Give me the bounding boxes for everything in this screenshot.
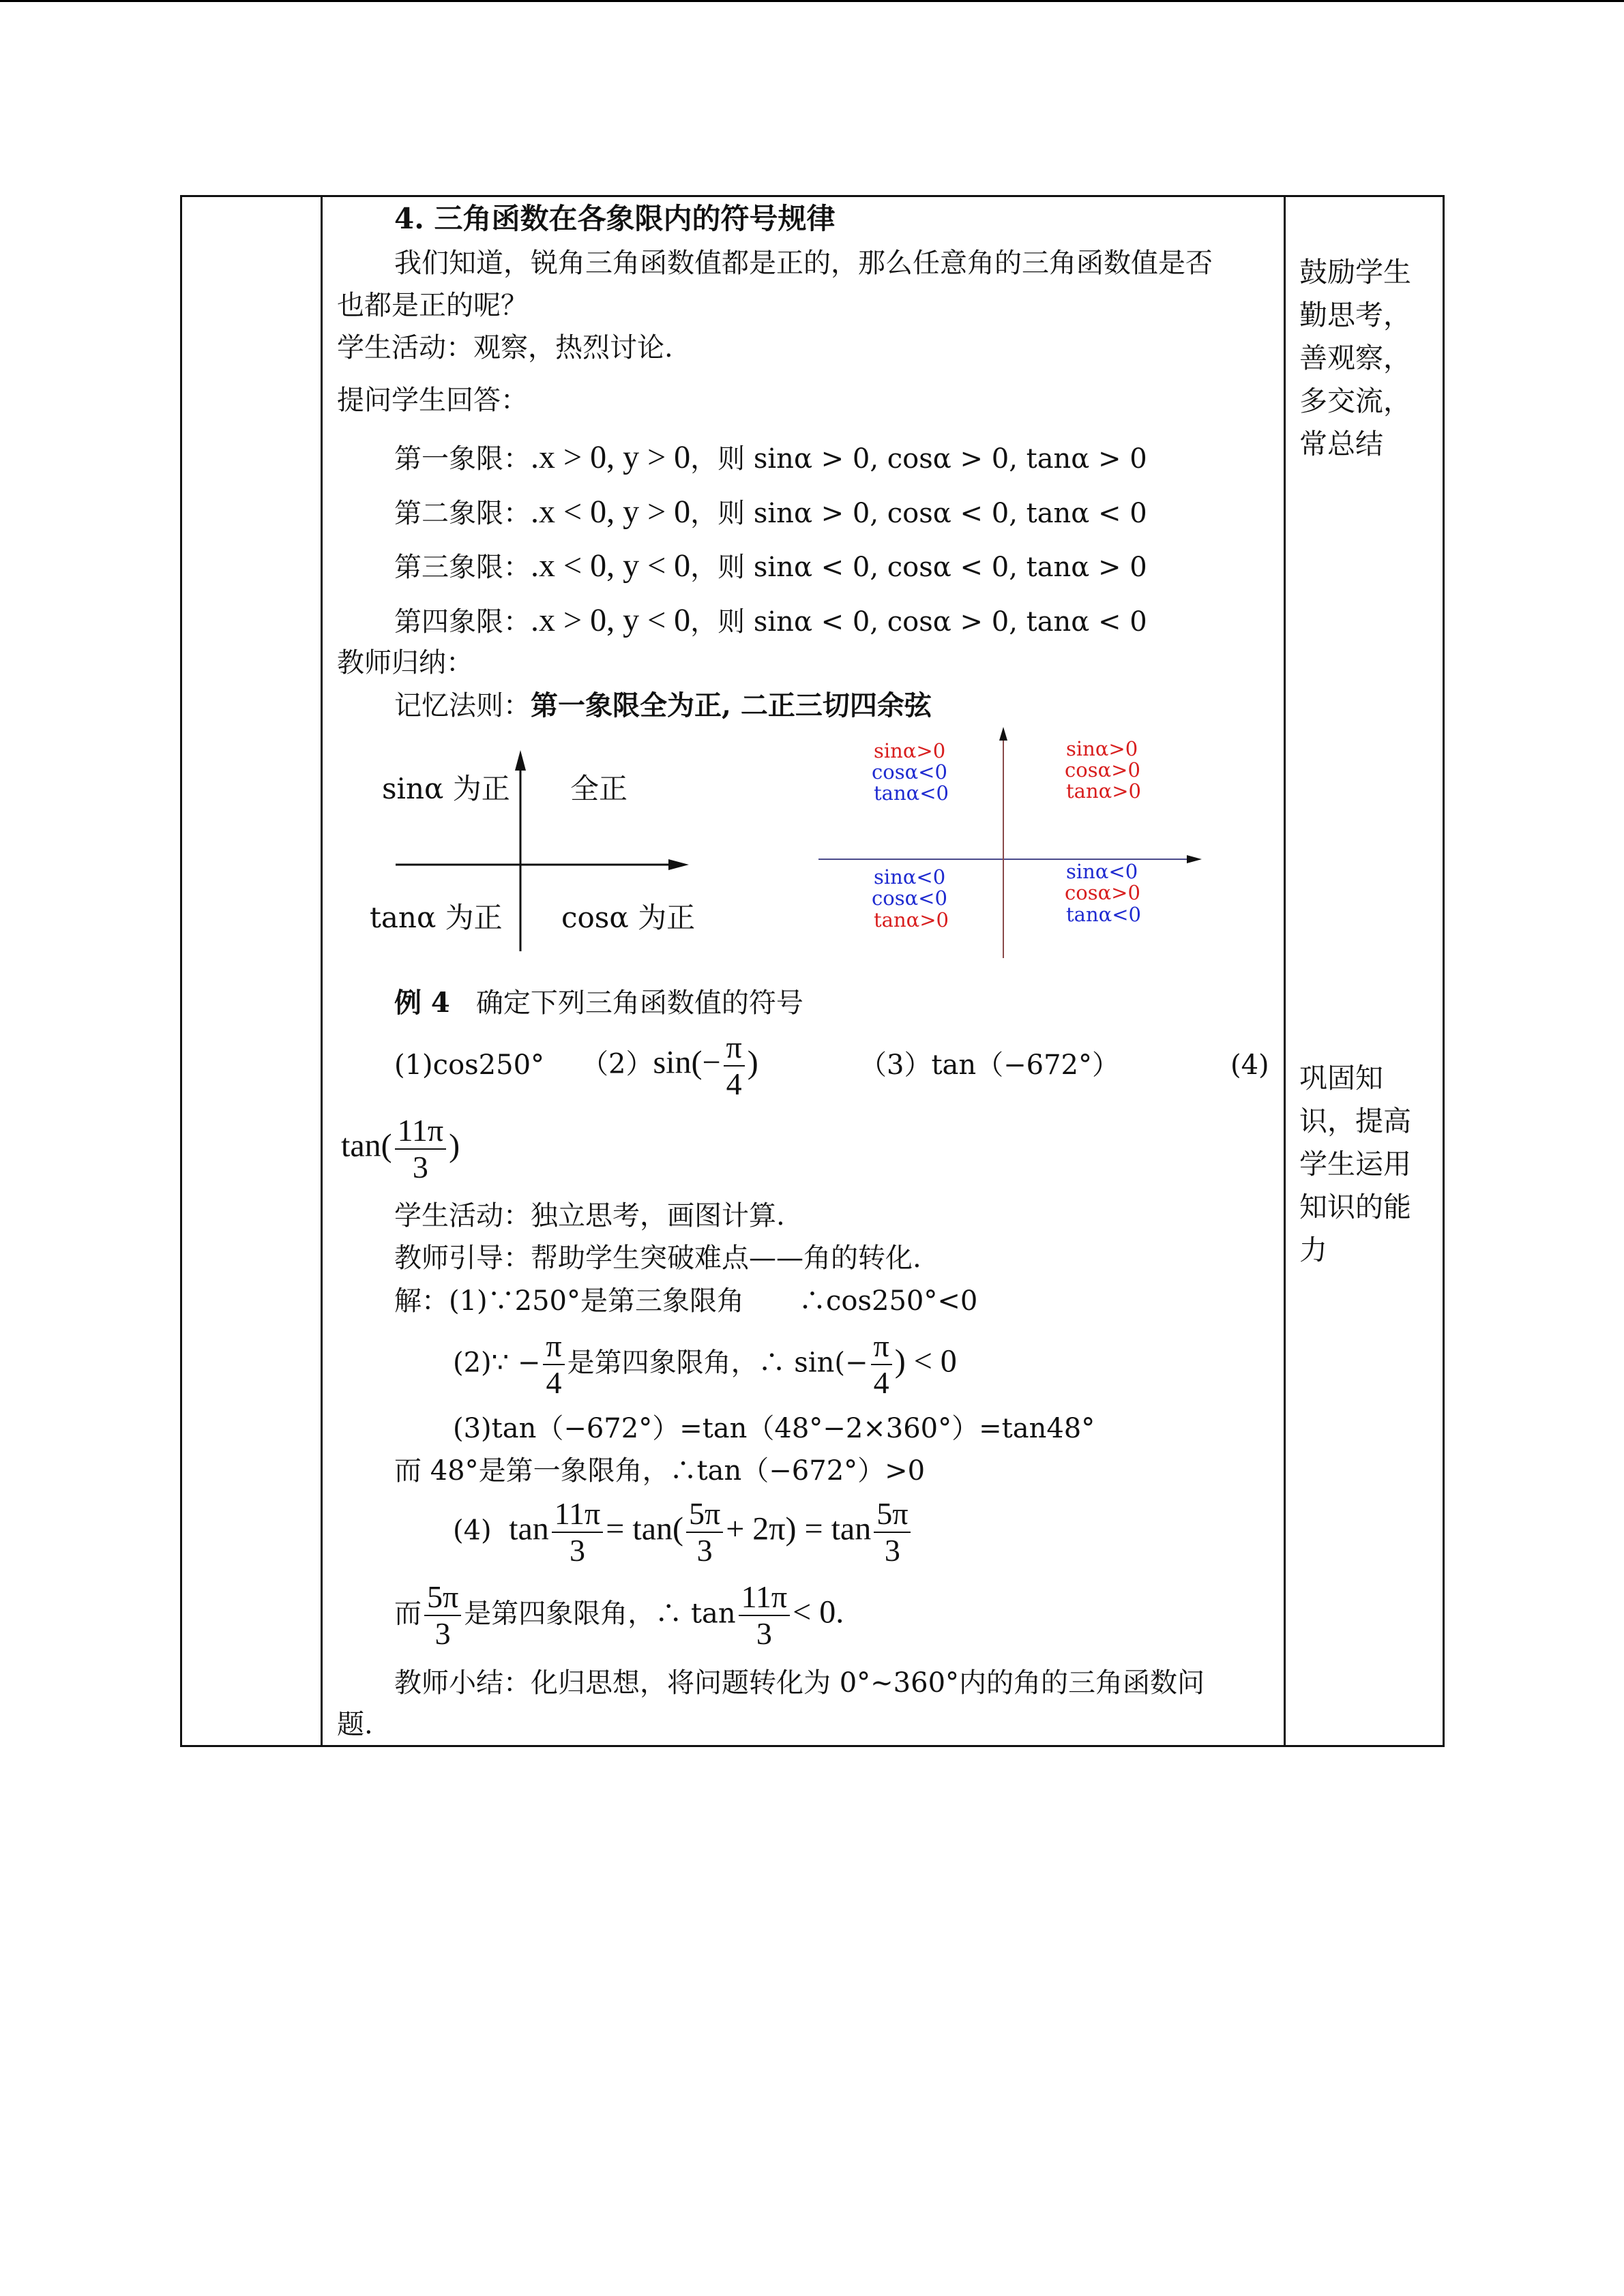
- sign-chart-y-arrow-icon: [999, 727, 1007, 741]
- sidebar-line: 常总结: [1299, 428, 1383, 460]
- example-item-4-label: (4): [1230, 1049, 1269, 1081]
- solution-text: ) < 0: [894, 1343, 957, 1380]
- solution-3-conclusion: 而 48°是第一象限角，∴tan（−672°）>0: [394, 1455, 926, 1487]
- fraction-pi-over-4: [871, 1330, 892, 1400]
- quadrant-then: ，则: [690, 443, 745, 475]
- teacher-conclusion-cont: 题.: [337, 1709, 373, 1740]
- student-activity-observe: 学生活动：观察，热烈讨论.: [337, 332, 673, 363]
- frac-den: 3: [884, 1533, 900, 1568]
- q1-cos-sign: cosα>0: [1065, 758, 1140, 781]
- frac-num: 11π: [739, 1581, 791, 1616]
- solution-text: 是第四象限角，∴ tan: [464, 1598, 736, 1630]
- quadrant-then: ，则: [690, 498, 745, 529]
- solution-text: < 0.: [793, 1594, 844, 1630]
- diagram-q2-label: sinα 为正: [382, 772, 510, 805]
- example-item-2: [581, 1031, 758, 1101]
- fraction-pi-over-4: [724, 1031, 745, 1101]
- fraction-11pi-over-3: [552, 1497, 604, 1568]
- fraction-5pi-over-3: [686, 1497, 723, 1568]
- frac-num: π: [724, 1031, 745, 1067]
- frac-den: 3: [412, 1150, 428, 1185]
- solution-text: 而: [394, 1598, 422, 1630]
- sidebar-line: 巩固知: [1299, 1062, 1383, 1094]
- math-text: + 2π) = tan: [726, 1510, 872, 1547]
- quadrant-label: 第四象限：: [394, 606, 531, 638]
- sidebar-note-consolidate: [1299, 1057, 1411, 1272]
- sidebar-note-encourage: [1299, 251, 1411, 466]
- quadrant-then: ，则: [690, 606, 745, 638]
- fraction-pi-over-4: [543, 1330, 564, 1400]
- quadrant-then: ，则: [690, 552, 745, 583]
- solution-text: 是第四象限角，∴ sin(−: [567, 1347, 868, 1379]
- frac-num: 5π: [686, 1497, 723, 1533]
- q2-sin-sign: sinα>0: [874, 739, 946, 762]
- diagram-q4-label: cosα 为正: [561, 901, 696, 934]
- example-heading: [394, 989, 803, 1017]
- q1-tan-sign: tanα>0: [1066, 779, 1141, 803]
- frac-num: 5π: [874, 1497, 911, 1533]
- fraction-5pi-over-3: [874, 1497, 911, 1568]
- q4-sin-sign: sinα<0: [1066, 860, 1138, 883]
- fraction-11pi-over-3: [395, 1114, 447, 1184]
- frac-den: 4: [546, 1365, 562, 1401]
- example-title: 确定下列三角函数值的符号: [475, 987, 803, 1019]
- q3-sin-sign: sinα<0: [874, 865, 946, 889]
- intro-paragraph: 我们知道，锐角三角函数值都是正的，那么任意角的三角函数值是否: [394, 248, 1213, 279]
- quadrant-condition: .x > 0, y < 0: [531, 602, 691, 638]
- frac-den: 4: [726, 1067, 742, 1102]
- frac-num: 11π: [395, 1114, 447, 1150]
- fraction-11pi-over-3: [739, 1581, 791, 1651]
- sidebar-line: 鼓励学生: [1299, 256, 1411, 288]
- solution-text: (2)∵ −: [453, 1347, 541, 1379]
- solution-4: [453, 1497, 913, 1568]
- sidebar-line: 多交流，: [1299, 385, 1411, 417]
- frac-num: 5π: [424, 1581, 461, 1616]
- sign-chart-x-arrow-icon: [1187, 855, 1202, 863]
- question-prompt: 提问学生回答：: [337, 385, 528, 416]
- diagram-q1-label: 全正: [570, 772, 628, 805]
- frac-den: 4: [873, 1365, 889, 1401]
- math-fn: tan: [509, 1510, 549, 1547]
- intro-paragraph-cont: 也都是正的呢？: [337, 290, 528, 321]
- frac-den: 3: [434, 1616, 451, 1652]
- diagram-q3-label: tanα 为正: [370, 901, 503, 934]
- quadrant-condition: .x < 0, y > 0: [531, 494, 691, 530]
- math-fn: tan(: [341, 1127, 392, 1164]
- quadrant-condition: .x < 0, y < 0: [531, 548, 691, 584]
- math-paren: ): [747, 1044, 758, 1081]
- math-text: = tan(: [606, 1510, 683, 1547]
- solution-2: [453, 1330, 957, 1400]
- sidebar-line: 善观察，: [1299, 342, 1411, 374]
- sidebar-line: 知识的能: [1299, 1191, 1411, 1223]
- example-item-3: （3）tan（−672°）: [859, 1049, 1119, 1081]
- solution-4-conclusion: [394, 1581, 844, 1651]
- frac-den: 3: [696, 1533, 713, 1568]
- q4-cos-sign: cosα>0: [1065, 881, 1140, 904]
- teacher-conclusion: 教师小结：化归思想，将问题转化为 0°~360°内的角的三角函数问: [394, 1667, 1205, 1699]
- sidebar-line: 识，提高: [1299, 1105, 1411, 1137]
- quadrant-label: 第二象限：: [394, 498, 531, 529]
- q3-cos-sign: cosα<0: [872, 886, 947, 910]
- section-title: 4. 三角函数在各象限内的符号规律: [394, 202, 836, 235]
- item-number: （2）: [581, 1048, 653, 1080]
- quadrant-result: sinα < 0, cosα > 0, tanα < 0: [753, 606, 1147, 638]
- memory-rule-label: 记忆法则：: [394, 690, 531, 721]
- q4-tan-sign: tanα<0: [1066, 903, 1141, 926]
- teacher-summary-label: 教师归纳：: [337, 647, 473, 679]
- student-activity-think: 学生活动：独立思考，画图计算.: [394, 1200, 785, 1232]
- q2-tan-sign: tanα<0: [874, 781, 949, 805]
- sidebar-line: 勤思考，: [1299, 299, 1411, 331]
- memory-rule-text: 第一象限全为正, 二正三切四余弦: [531, 689, 932, 721]
- frac-num: 11π: [552, 1497, 604, 1533]
- quadrant-result: sinα > 0, cosα > 0, tanα > 0: [753, 443, 1147, 475]
- quadrant-result: sinα < 0, cosα < 0, tanα > 0: [753, 552, 1147, 583]
- example-item-1: (1)cos250°: [394, 1049, 545, 1081]
- solution-text: (4): [453, 1515, 492, 1547]
- fraction-5pi-over-3: [424, 1581, 461, 1651]
- teacher-guide: 教师引导：帮助学生突破难点——角的转化.: [394, 1242, 921, 1274]
- quadrant-result: sinα > 0, cosα < 0, tanα < 0: [753, 498, 1147, 529]
- quadrant-condition: .x > 0, y > 0: [531, 439, 691, 475]
- example-item-4: [341, 1114, 460, 1184]
- q2-cos-sign: cosα<0: [872, 760, 947, 784]
- example-label: 例 4: [394, 987, 450, 1019]
- math-fn: sin(−: [653, 1044, 721, 1081]
- q3-tan-sign: tanα>0: [874, 908, 949, 931]
- frac-num: π: [543, 1330, 564, 1365]
- frac-den: 3: [570, 1533, 586, 1568]
- quadrant-label: 第一象限：: [394, 443, 531, 475]
- frac-den: 3: [756, 1616, 772, 1652]
- sidebar-line: 力: [1299, 1234, 1327, 1266]
- frac-num: π: [871, 1330, 892, 1365]
- sidebar-line: 学生运用: [1299, 1148, 1411, 1180]
- math-paren: ): [449, 1127, 460, 1164]
- solution-3: (3)tan（−672°）=tan（48°−2×360°）=tan48°: [453, 1413, 1095, 1444]
- quadrant-label: 第三象限：: [394, 552, 531, 583]
- q1-sin-sign: sinα>0: [1066, 737, 1138, 760]
- solution-1: 解：(1)∵250°是第三象限角 ∴cos250°<0: [394, 1285, 978, 1317]
